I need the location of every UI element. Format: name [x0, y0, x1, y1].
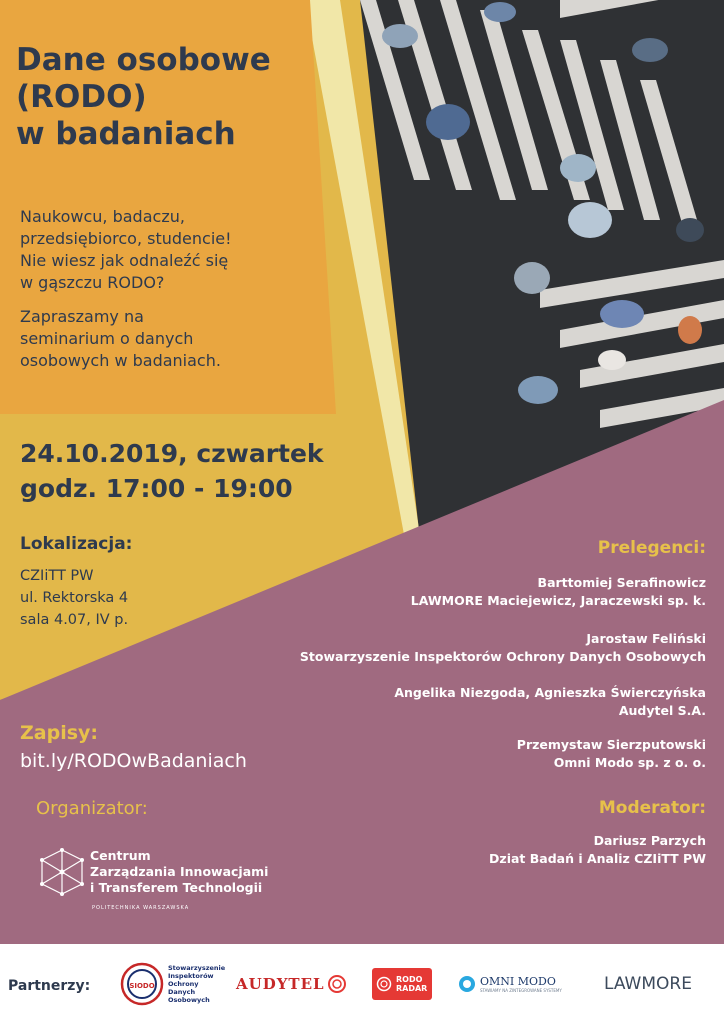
- omni-modo-wordmark: OMNI MODO: [480, 975, 556, 988]
- speaker-name: Angelika Niezgoda, Agnieszka Świerczyńska: [394, 685, 706, 700]
- intro-text: [20, 206, 330, 384]
- speaker-org: Audytel S.A.: [618, 703, 706, 718]
- audytel-swirl-icon: [327, 974, 347, 994]
- siodo-text: Stowarzyszenie Inspektorów Ochrony Danych Osobowych: [168, 964, 226, 1004]
- title-line: (RODO): [16, 79, 147, 115]
- speaker-org: LAWMORE Maciejewicz, Jaraczewski sp. k.: [410, 593, 706, 608]
- speaker-entry: [517, 736, 706, 772]
- page-title: [16, 42, 316, 153]
- title-line: w badaniach: [16, 116, 236, 152]
- speaker-name: Barttomiej Serafinowicz: [537, 575, 706, 590]
- organizer-name: Centrum Zarządzania Innowacjami i Transferem Technologii: [90, 848, 269, 895]
- omni-modo-tagline: STAWIAMY NA ZINTEGROWANE SYSTEMY: [480, 988, 562, 993]
- speakers-heading: Prelegenci:: [597, 538, 706, 558]
- siodo-mark: SIODO: [129, 982, 155, 990]
- speaker-name: Przemystaw Sierzputowski: [516, 737, 706, 752]
- speaker-entry: [411, 574, 706, 610]
- registration-link[interactable]: bit.ly/RODOwBadaniach: [20, 750, 247, 772]
- moderator-org: Dziat Badań i Analiz CZIiTT PW: [489, 851, 706, 866]
- intro-paragraph-2: Zapraszamy na seminarium o danych osobowych w badaniach.: [20, 307, 221, 370]
- rodo-radar-logo[interactable]: [372, 960, 432, 1008]
- siodo-logo[interactable]: [120, 960, 225, 1008]
- radar-icon: [376, 976, 392, 992]
- moderator-name: Dariusz Parzych: [593, 833, 706, 848]
- location-address: CZIiTT PW ul. Rektorska 4 sala 4.07, IV p.: [20, 568, 129, 628]
- organizer-heading: Organizator:: [36, 798, 148, 819]
- audytel-logo[interactable]: [236, 960, 347, 1008]
- rodo-radar-text: RODO RADAR: [396, 975, 428, 993]
- omni-modo-icon: [458, 975, 476, 993]
- lawmore-wordmark: LAWMORE: [604, 974, 692, 994]
- speaker-entry: [300, 630, 706, 666]
- speaker-name: Jarostaw Feliński: [586, 631, 706, 646]
- speaker-org: Omni Modo sp. z o. o.: [553, 755, 706, 770]
- moderator-entry: [489, 832, 706, 868]
- intro-paragraph-1: Naukowcu, badaczu, przedsiębiorco, studencie! Nie wiesz jak odnaleźć się w gąszczu RODO?: [20, 207, 232, 292]
- speaker-org: Stowarzyszenie Inspektorów Ochrony Danych Osobowych: [299, 649, 706, 664]
- moderator-heading: Moderator:: [598, 798, 706, 818]
- omni-modo-logo[interactable]: [458, 960, 562, 1008]
- event-date: 24.10.2019, czwartek: [20, 439, 324, 468]
- speaker-entry: [394, 684, 706, 720]
- event-time: godz. 17:00 - 19:00: [20, 474, 293, 503]
- lawmore-logo[interactable]: [604, 960, 692, 1008]
- registration-heading: Zapisy:: [20, 722, 99, 744]
- network-icon: [36, 846, 88, 898]
- audytel-wordmark: AUDYTEL: [236, 975, 325, 993]
- partners-label: Partnerzy:: [8, 978, 91, 994]
- siodo-emblem-icon: [120, 962, 164, 1006]
- event-datetime: [20, 436, 324, 506]
- title-line: Dane osobowe: [16, 42, 271, 78]
- organizer-university: POLITECHNIKA WARSZAWSKA: [92, 905, 190, 911]
- location-heading: Lokalizacja:: [20, 534, 133, 554]
